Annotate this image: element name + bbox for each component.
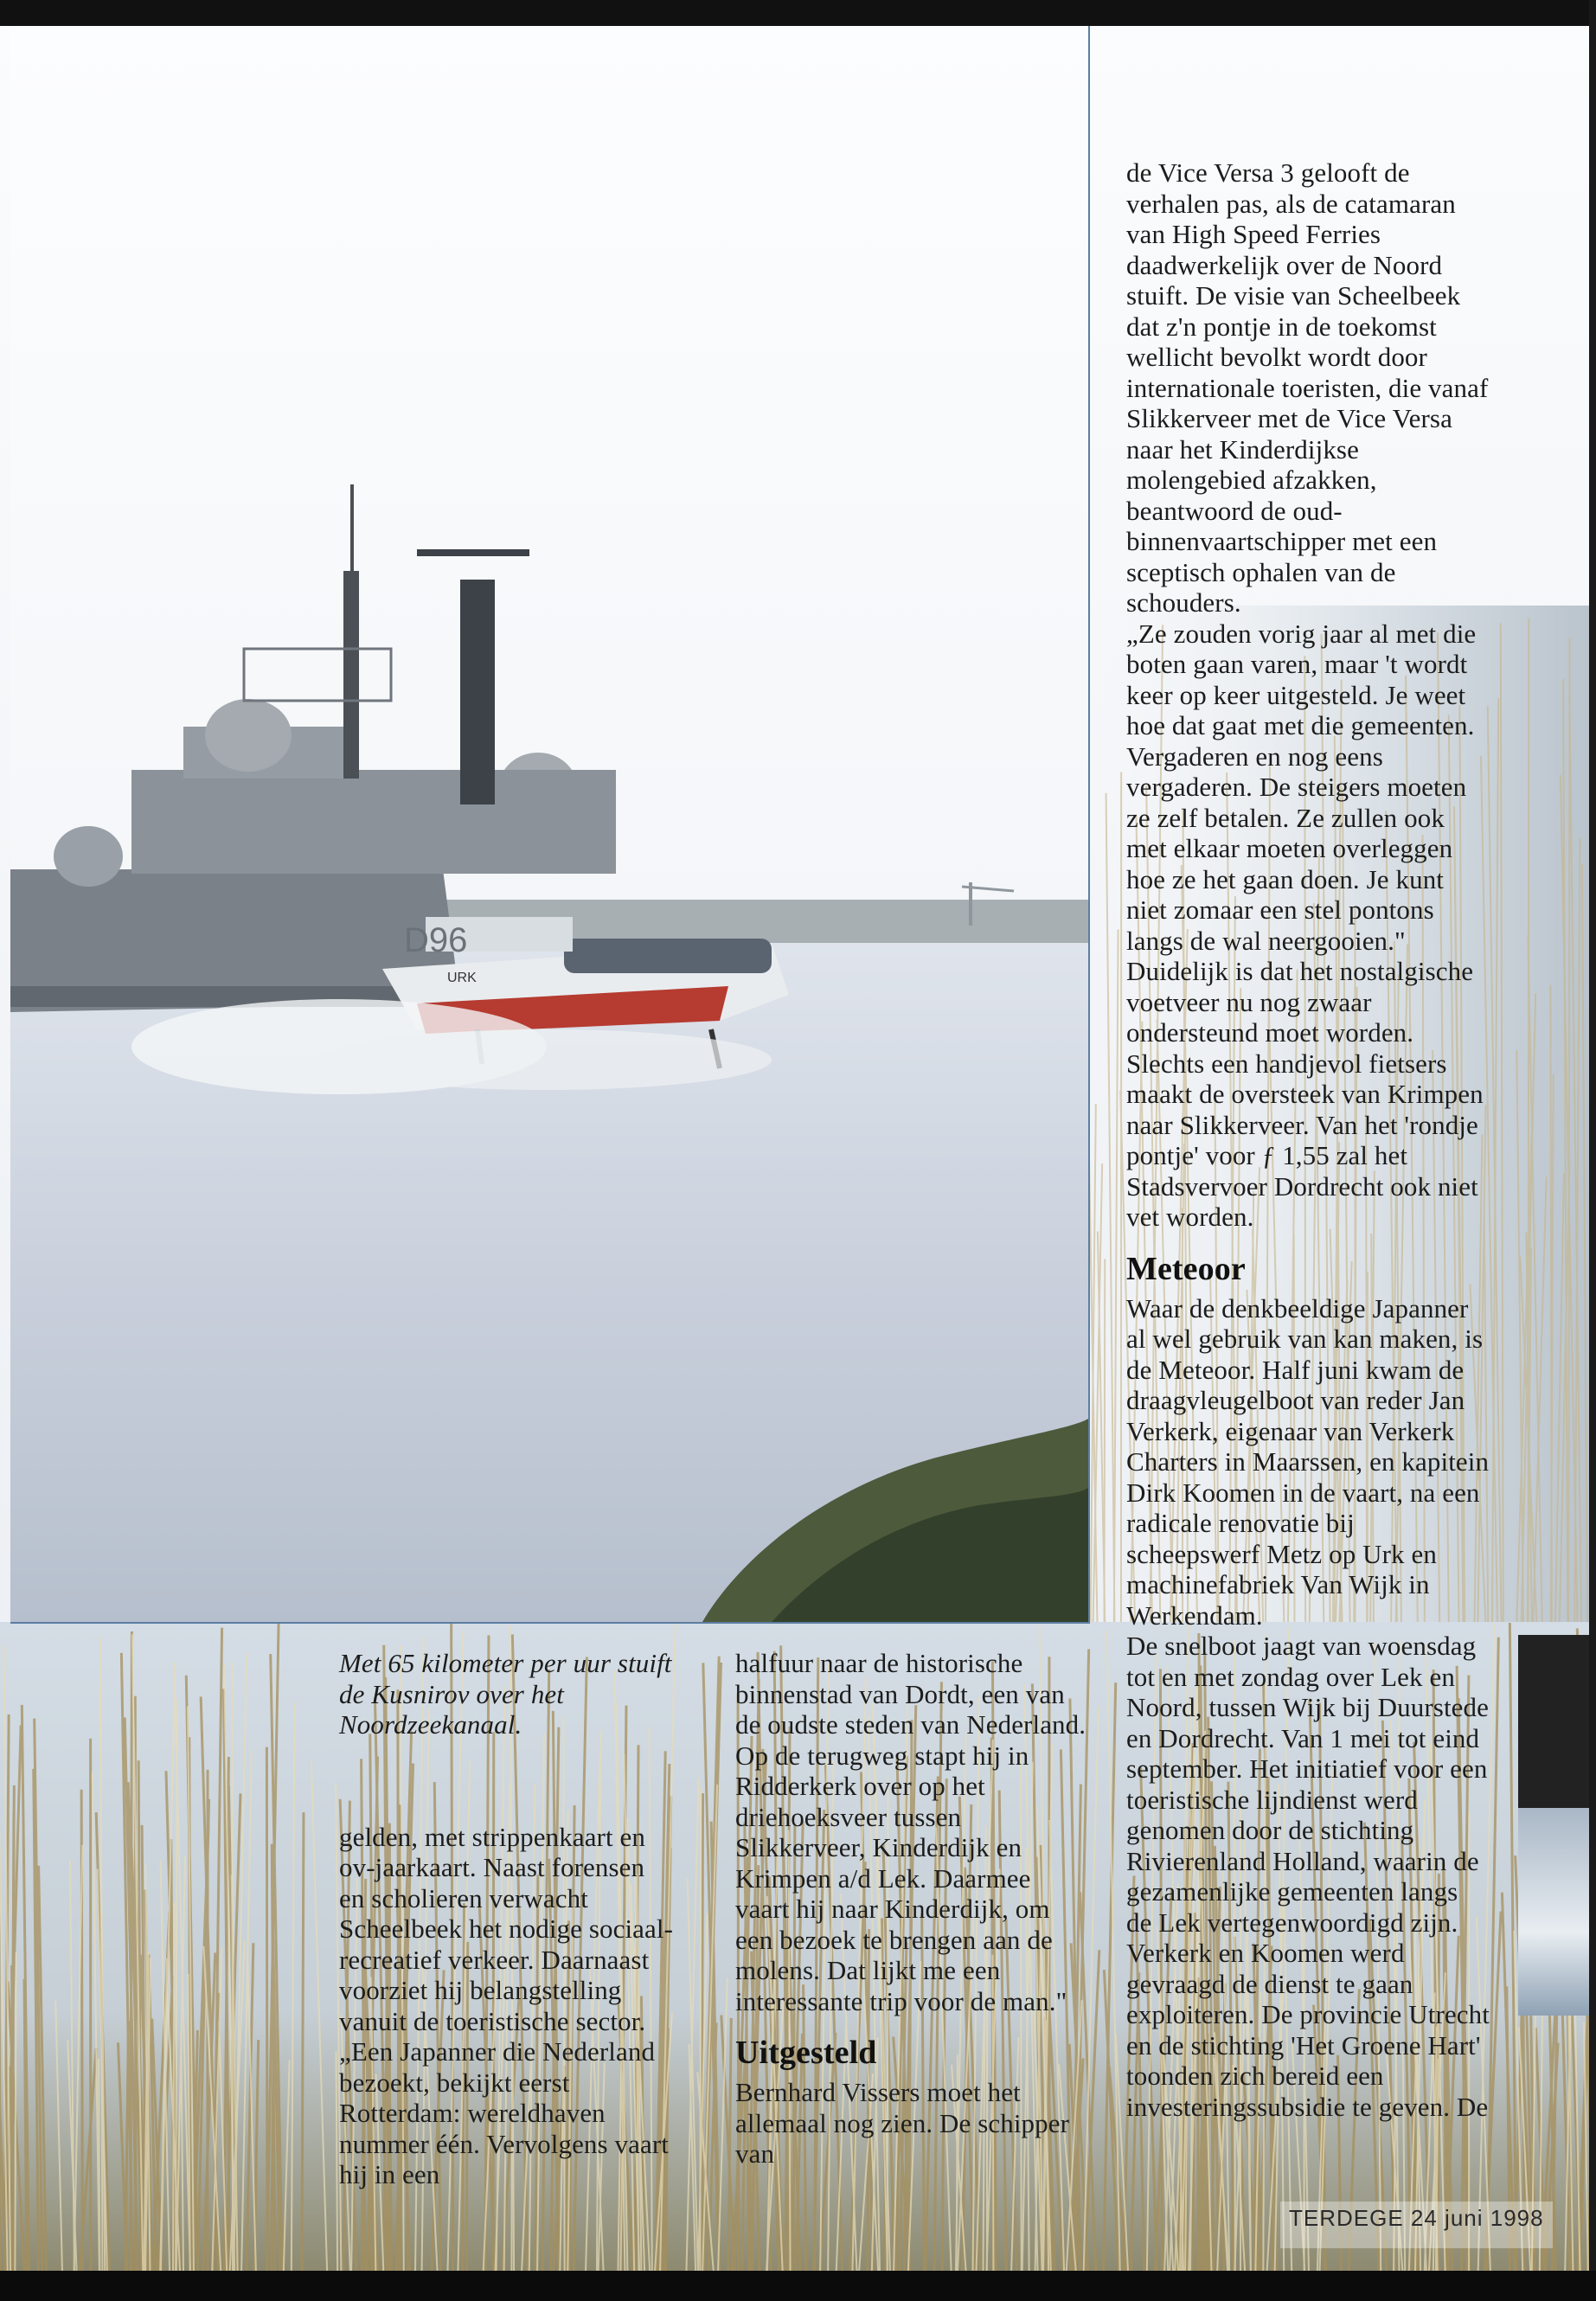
bottom-border (0, 2271, 1596, 2301)
section-heading-meteoor: Meteoor (1126, 1250, 1246, 1287)
reed-stalk (15, 1952, 16, 2271)
article-paragraph: gelden, met strippenkaart en ov-jaarkaart. Naast forensen en scholieren verwacht Scheelbeek het nodige sociaal-recreatief verkeer. Daarnaast voorziet hij belangstelling vanuit de toeristische sector. (339, 1821, 674, 2036)
article-column-b (735, 1648, 1090, 2170)
page-footer: TERDEGE 24 juni 1998 (1280, 2202, 1553, 2248)
reed-stalk (1568, 638, 1569, 1622)
reed-stalk (302, 1812, 304, 2271)
article-column-a (339, 1648, 676, 2190)
ship-label: URK (447, 971, 477, 985)
hull-number: D96 (404, 921, 468, 959)
section-heading-uitgesteld: Uitgesteld (735, 2035, 877, 2071)
top-border (0, 0, 1596, 26)
article-paragraph: halfuur naar de historische binnenstad van Dordt, een van de oudste steden van Nederland. Op de terugweg stapt hij in Ridderkerk over op het driehoeksveer tussen Slikkerveer, Kinderdijk en Krimpen a/d Lek. Daarmee vaart hij naar Kinderdijk, om een bezoek te brengen aan de molens. Dat lijkt me een interessante trip voor de man." (735, 1648, 1086, 2016)
reed-stalk (12, 1811, 14, 2271)
article-paragraph: de Vice Versa 3 gelooft de verhalen pas, als de catamaran van High Speed Ferries daadwerkelijk over de Noord stuift. De visie van Scheelbeek dat z'n pontje in de toekomst wellicht bevolkt wordt door internationale toeristen, die vanaf Slikkerveer met de Vice Versa naar het Kinderdijkse molengebied afzakken, beantwoord de oud-binnenvaartschipper met een sceptisch ophalen van de schouders. (1126, 157, 1489, 618)
reed-stalk (702, 1793, 703, 2271)
edge-photo-strip (1518, 1808, 1589, 2016)
article-column-right (1126, 157, 1490, 2122)
photo-caption: Met 65 kilometer per uur stuift de Kusnirov over het Noordzeekanaal. (339, 1648, 672, 1740)
reed-stalk (700, 1787, 701, 2271)
article-paragraph: De snelboot jaagt van woensdag tot en met zondag over Lek en Noord, tussen Wijk bij Duurstede en Dordrecht. Van 1 mei tot eind september. Het initiatief voor een toeristische lijndienst werd genomen door de stichting Rivierenland Holland, waarin de gezamenlijke gemeenten langs de Lek vertegenwoordigd zijn. Verkerk en Koomen werd gevraagd de dienst te gaan exploiteren. De provincie Utrecht en de stichting 'Het Groene Hart' toonden zich bereid een investeringssubsidie te geven. De (1126, 1631, 1490, 2122)
ship-photo (10, 26, 1090, 1624)
article-paragraph: Waar de denkbeeldige Japanner al wel gebruik van kan maken, is de Meteoor. Half juni kwam de draagvleugelboot van reder Jan Verkerk, eigenaar van Verkerk Charters in Maarssen, en kapitein Dirk Koomen in de vaart, na een radicale renovatie bij scheepswerf Metz op Urk en machinefabriek Van Wijk in Werkendam. (1126, 1292, 1490, 1631)
reed-stalk (1105, 1259, 1106, 1622)
article-paragraph: „Ze zouden vorig jaar al met die boten gaan varen, maar 't wordt keer op keer uitgesteld. Je weet hoe dat gaat met die gemeenten. Vergaderen en nog eens vergaderen. De steigers moeten ze zelf betalen. Ze zullen ook met elkaar moeten overleggen hoe ze het gaan doen. Je kunt niet zomaar een stel pontons langs de wal neergooien." (1126, 618, 1477, 956)
article-paragraph: „Een Japanner die Nederland bezoekt, bekijkt eerst Rotterdam: wereldhaven nummer één. Vervolgens vaart hij in een (339, 2036, 669, 2189)
right-border (1589, 0, 1596, 2288)
article-paragraph: Bernhard Vissers moet het allemaal nog zien. De schipper van (735, 2077, 1070, 2169)
edge-dark-block (1518, 1635, 1589, 1808)
article-paragraph: Duidelijk is dat het nostalgische voetveer nu nog zwaar ondersteund moet worden. Slechts een handjevol fietsers maakt de oversteek van Krimpen naar Slikkerveer. Van het 'rondje pontje' voor ƒ 1,55 zal het Stadsvervoer Dordrecht ook niet vet worden. (1126, 956, 1484, 1232)
